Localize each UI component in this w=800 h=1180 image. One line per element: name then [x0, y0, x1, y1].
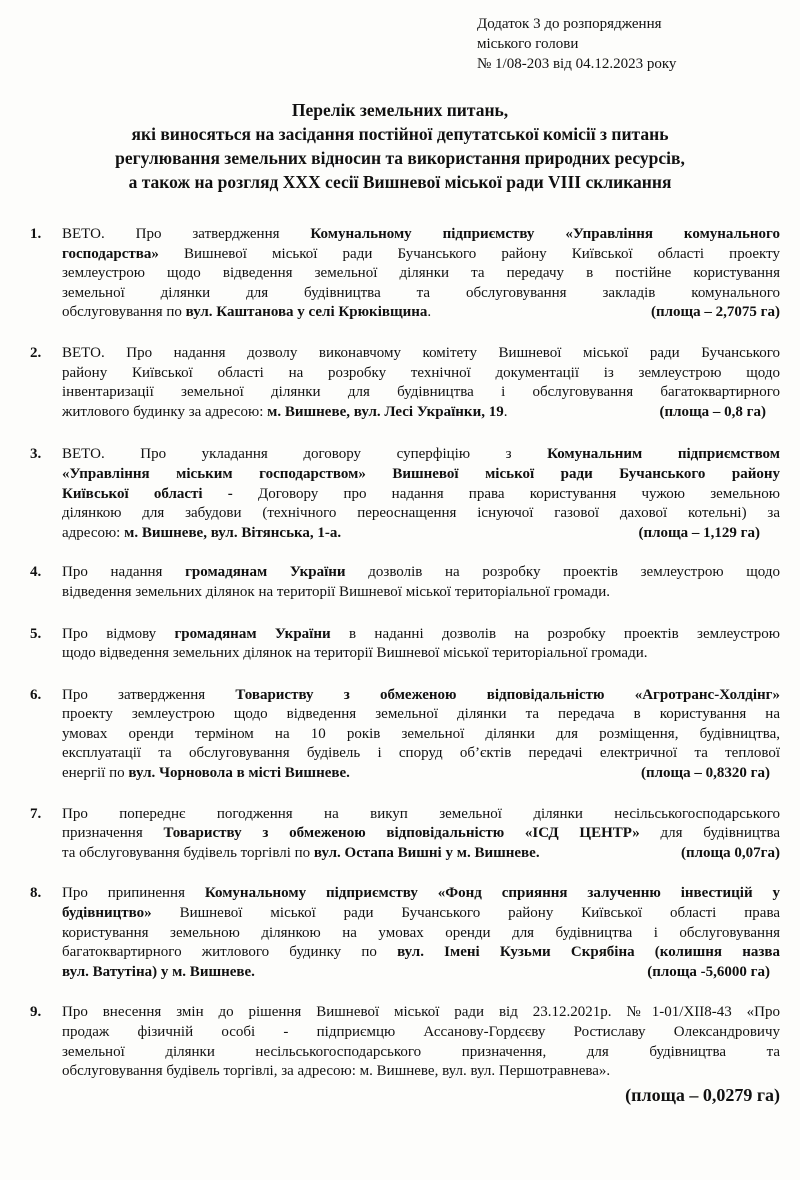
item-text: Про внесення змін до рішення Вишневої міської ради від 23.12.2021р. №1-01/ХІІ8-43 «Про [62, 1004, 780, 1021]
item-text: енергії по [62, 765, 129, 782]
item-number: 8. [30, 885, 42, 902]
item-text: ВЕТО. Про затвердження [62, 226, 311, 242]
item-address: вул. Каштанова у селі Крюківщина [185, 304, 428, 321]
appendix-note [477, 14, 676, 74]
item-address: вул. Чорновола в місті Вишневе. [128, 765, 350, 782]
item-entity: Товариству з обмеженою відповідальністю «Агротранс-Холдінг» [235, 686, 780, 703]
item-number: 3. [30, 446, 42, 463]
item-text: Про надання [62, 564, 186, 581]
item-entity: Комунальним підприємством [547, 446, 780, 463]
item-entity: господарства» [62, 245, 159, 262]
item-area: (площа – 0,0279 га) [625, 1084, 780, 1105]
agenda-list [30, 225, 780, 1105]
appendix-line-2: міського голови [477, 36, 579, 52]
item-text: багатоквартирного житлового будинку по [62, 944, 398, 961]
item-text: земельної ділянки несільськогосподарського призначення, для будівництва та [62, 1043, 780, 1060]
item-text: Вишневої міської ради Бучанського району Київської області права [151, 905, 780, 922]
item-area: (площа – 0,8 га) [659, 403, 766, 420]
item-text: в наданні дозволів на розробку проектів землеустрою [330, 625, 781, 642]
item-text: продаж фізичній особі - підприємцю Ассанову-Гордєєву Ростиславу Олександровичу [62, 1024, 780, 1040]
appendix-line-1: Додаток 3 до розпорядження [477, 16, 662, 32]
item-number: 7. [30, 805, 42, 822]
item-number: 6. [30, 686, 42, 703]
item-text: . [503, 403, 508, 420]
item-text: та обслуговування будівель торгівлі по [62, 844, 314, 861]
title-line-3: регулювання земельних відносин та використання природних ресурсів, [115, 148, 685, 168]
item-text: ділянкою для забудови (технічного переоснащення існуючої газової дахової котельні) за [62, 505, 780, 522]
item-number: 5. [30, 625, 42, 642]
agenda-item-5 [30, 625, 780, 664]
item-text: користування земельною ділянкою на умовах оренди для будівництва і обслуговування [62, 924, 780, 941]
item-text: обслуговування будівель торгівлі, за адресою: м. Вишневе, вул. вул. Першотравнева». [62, 1063, 611, 1080]
item-text: Вишневої міської ради Бучанського району Київської області проекту [158, 245, 780, 262]
item-text: щодо відведення земельних ділянок на території Вишневої міської територіальної громади. [62, 645, 648, 662]
agenda-item-4 [30, 563, 780, 602]
item-text: обслуговування по [62, 304, 186, 321]
item-text: . [427, 304, 432, 321]
item-address: вул. Імені Кузьми Скрябіна (колишня назва [397, 944, 780, 961]
item-text: Про затвердження [62, 686, 236, 703]
item-entity: громадянам України [185, 564, 346, 581]
item-text: землеустрою щодо відведення земельної ділянки та передачу в постійне користування [62, 265, 780, 282]
item-text: інвентаризації земельної ділянки для будівництва і обслуговування багатоквартирного [62, 384, 780, 401]
item-text: району Київської області на розробку технічної документації із землеустрою щодо [62, 364, 780, 381]
item-text: ВЕТО. Про надання дозволу виконавчому комітету Вишневої міської ради Бучанського [62, 344, 780, 361]
agenda-item-2 [30, 344, 780, 422]
agenda-item-8 [30, 884, 780, 982]
item-text: Про припинення [62, 885, 205, 902]
item-text: Про попереднє погодження на викуп земельної ділянки несільськогосподарського [62, 805, 780, 822]
item-entity: будівництво» [62, 905, 152, 922]
title-line-2: які виносяться на засідання постійної депутатської комісії з питань [131, 124, 669, 144]
item-text: адресою: [62, 524, 125, 541]
item-text: відведення земельних ділянок на території Вишневої міської територіальної громади. [62, 583, 610, 600]
item-number: 9. [30, 1004, 42, 1021]
document-title [40, 98, 760, 194]
item-entity: Товариству з обмеженою відповідальністю «ІСД ЦЕНТР» [163, 825, 640, 842]
title-line-1: Перелік земельних питань, [291, 100, 509, 120]
item-text: житлового будинку за адресою: [62, 403, 268, 420]
item-entity: Київської області - [62, 485, 233, 502]
item-area: (площа – 0,8320 га) [640, 765, 770, 782]
item-area: (площа 0,07га) [680, 844, 780, 861]
agenda-item-6 [30, 686, 780, 784]
appendix-line-3: № 1/08-203 від 04.12.2023 року [477, 56, 677, 72]
item-entity: «Управління міським господарством» Вишневої міської ради Бучанського району [62, 465, 780, 482]
item-text: Про відмову [62, 625, 175, 642]
item-text: дозволів на розробку проектів землеустрою щодо [345, 564, 781, 581]
item-entity: громадянам України [174, 625, 331, 642]
item-text: умовах оренди терміном на 10 років земельної ділянки для розміщення, будівництва, [62, 725, 780, 742]
item-address: м. Вишневе, вул. Вітянська, 1-а. [124, 524, 342, 541]
agenda-item-9 [30, 1003, 780, 1105]
agenda-item-3 [30, 445, 780, 543]
item-address: вул. Ватутіна) у м. Вишневе. [62, 963, 255, 980]
item-text: ВЕТО. Про укладання договору суперфіцію з [62, 446, 548, 463]
item-address: вул. Остапа Вишні у м. Вишневе. [313, 844, 540, 861]
item-entity: Комунальному підприємству «Фонд сприяння залученню інвестицій у [204, 885, 780, 902]
item-number: 1. [30, 226, 42, 242]
item-number: 2. [30, 344, 42, 361]
item-area: (площа -5,6000 га) [647, 963, 770, 980]
item-area: (площа – 2,7075 га) [650, 304, 780, 321]
item-text: експлуатації та обслуговування будівель і споруд об’єктів передачі електричної та теплової [62, 745, 780, 762]
item-number: 4. [30, 564, 42, 581]
item-area: (площа – 1,129 га) [638, 524, 760, 541]
agenda-item-1 [30, 225, 780, 323]
agenda-item-7 [30, 805, 780, 864]
item-text: Договору про надання права користування чужою земельною [232, 485, 780, 502]
item-entity: Комунальному підприємству «Управління комунального [310, 226, 780, 242]
item-text: земельної ділянки для будівництва та обслуговування закладів комунального [62, 284, 780, 301]
title-line-4: а також на розгляд XXX сесії Вишневої міської ради VIII скликання [128, 172, 672, 192]
item-text: для будівництва [639, 825, 780, 842]
item-address: м. Вишневе, вул. Лесі Українки, 19 [267, 403, 504, 420]
item-text: проекту землеустрою щодо відведення земельної ділянки та передача в користування на [62, 706, 780, 723]
item-text: призначення [62, 825, 164, 842]
